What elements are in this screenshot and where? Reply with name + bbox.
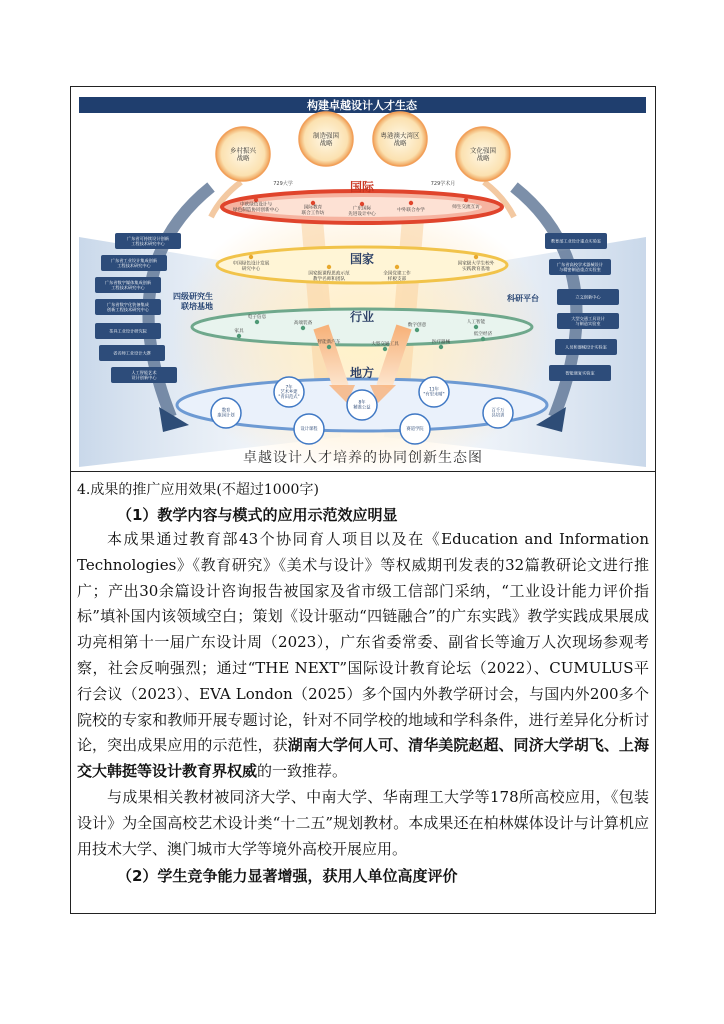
ring-node-dot xyxy=(395,265,399,269)
ring-node-dot xyxy=(474,255,478,259)
ring-label-local: 地方 xyxy=(349,366,375,380)
ring-node-dot xyxy=(409,201,413,205)
national-node-label: 中国绿色设计发展研究中心 xyxy=(232,261,270,272)
ring-node-dot xyxy=(464,198,468,202)
figure-cell xyxy=(71,87,655,472)
strategy-label: 乡村振兴战略 xyxy=(230,146,256,162)
local-node-label: 11年"有里未晴" xyxy=(423,387,445,398)
right-side-label: 科研平台 xyxy=(507,294,539,303)
paragraph-1-part-a: 本成果通过教育部43个协同育人项目以及在《Education and Information Technologies》《教育研究》《美术与设计》等权威期刊发表的32篇教研论文进行推广；产出30余篇设计咨询报告被国家及省市级工信部门采纳，“工业设计能力评价指标”填补国内该领域空白；策划《设计驱动“四链融合”的广东实践》教学实践成果展成功亮相第十一届广东设计周（2023），广东省委常委、副省长等逾万人次现场参观考察，社会反响强烈；通过“THE NEXT”国际设计教育论坛（2022）、CUMULUS平行会议（2023）、EVA London（2025）多个国内外教学研讨会，与国内外200多个院校的专家和教师开展专题讨论，针对不同学校的地域和学科条件，进行差异化分析讨论，突出成果应用的示范性，获 xyxy=(77,530,649,755)
ring-node-dot xyxy=(383,347,387,351)
national-node-label: 全国党建工作样板支部 xyxy=(383,271,411,282)
banner-title: 构建卓越设计人才生态 xyxy=(307,99,417,112)
local-node-label: 赛道学院 xyxy=(406,427,424,432)
local-node-label: 设计课程 xyxy=(300,427,318,432)
local-node-label: 教育康园计划 xyxy=(217,408,235,419)
ring-label-international: 国际 xyxy=(349,180,375,194)
ring-node-dot xyxy=(327,345,331,349)
document-table xyxy=(70,86,656,914)
platform-box-label: 人员和器械设计实验室 xyxy=(565,344,607,350)
intl-node-label: 国际教育联合工作坊 xyxy=(301,205,325,216)
strategy-label: 制造强国战略 xyxy=(313,131,339,147)
figure-caption: 卓越设计人才培养的协同创新生态图 xyxy=(243,450,483,466)
ring-node-dot xyxy=(301,326,305,330)
strategy-label: 文化强国战略 xyxy=(470,146,496,162)
industry-node-label: 大型交通工具 xyxy=(371,342,399,347)
local-node-label: 7年艺术乡建"青田范式" xyxy=(278,385,300,401)
national-node-label: 国家级课程思政示范教学名师和团队 xyxy=(308,271,350,282)
platform-box-label: 立文创新中心 xyxy=(575,294,601,300)
ring-node-dot xyxy=(327,265,331,269)
strategy-label: 粤港澳大湾区战略 xyxy=(380,131,420,147)
industry-node-label: 低空经济 xyxy=(473,332,493,337)
ring-node-dot xyxy=(415,328,419,332)
platform-box-label: 广东省工业设计集成创新工程技术研究中心 xyxy=(110,258,158,269)
section-heading: 4.成果的推广应用效果(不超过1000字) xyxy=(77,482,319,498)
platform-box-label: 大型交通工具设计与制造实验室 xyxy=(571,316,605,327)
top-note-left: 729大学 xyxy=(273,181,293,187)
platform-box-label: 广东省可持续设计创新工程技术研究中心 xyxy=(127,236,169,247)
platform-box-label: 人工智能艺术设计创新中心 xyxy=(131,370,157,381)
text-cell xyxy=(71,473,655,888)
paragraph-1-part-b: 的一致推荐。 xyxy=(257,762,348,781)
paragraph-2: 与成果相关教材被同济大学、中南大学、华南理工大学等178所高校应用，《包装设计》为全国高校艺术设计类“十二五”规划教材。本成果还在柏林媒体设计与计算机应用技术大学、澳门城市大学等境外高校开展应用。 xyxy=(77,787,649,858)
industry-node-label: 医疗器械 xyxy=(431,340,451,345)
industry-node-label: 数字创意 xyxy=(407,323,427,328)
ring-node-dot xyxy=(481,337,485,341)
platform-box-label: 广东省数字媒体集成创新工程技术研究中心 xyxy=(104,280,152,291)
platform-box-label: 教育部工业设计重点实验室 xyxy=(550,238,602,244)
ring-label-industry: 行业 xyxy=(349,310,375,324)
intl-node-label: 师生交流互访 xyxy=(452,205,480,210)
industry-node-label: 智能新汽车 xyxy=(317,340,341,345)
strategy-circles xyxy=(216,112,510,181)
intl-node-label: 中外联合办学 xyxy=(397,208,425,213)
ring-node-dot xyxy=(237,334,241,338)
subheading-1: （1）教学内容与模式的应用示范效应明显 xyxy=(117,506,398,524)
platform-box-label: 广东省数字化装备集成创新工程技术研究中心 xyxy=(107,302,149,313)
local-node-label: 8年精准公益 xyxy=(353,400,371,411)
ring-node-dot xyxy=(439,345,443,349)
industry-node-label: 电子信息 xyxy=(247,315,267,320)
intl-node-label: 广东国际先进设计中心 xyxy=(348,206,376,217)
industry-node-label: 人工智能 xyxy=(466,320,486,325)
ring-node-dot xyxy=(255,320,259,324)
ring-node-dot xyxy=(474,325,478,329)
platform-box-label: 省名师工业设计大赛 xyxy=(113,350,151,356)
industry-node-label: 家具 xyxy=(234,329,244,334)
paragraph-1-bold: 湖南大学何人可、清华美院赵超、同济大学胡飞、上海交大韩挺等设计教育界权威 xyxy=(77,736,649,781)
industry-node-label: 高端装备 xyxy=(293,321,313,326)
national-node-label: 国家级大学生校外实践教育基地 xyxy=(457,261,495,272)
paragraph-1 xyxy=(77,527,649,785)
platform-box-label: 智能康复实验室 xyxy=(565,370,595,376)
top-note-right: 729学术月 xyxy=(430,181,456,187)
ecosystem-diagram xyxy=(71,87,654,470)
platform-box-label: 茶具工业设计研究院 xyxy=(109,328,147,334)
subheading-2: （2）学生竞争能力显著增强，获用人单位高度评价 xyxy=(117,867,458,886)
ring-node-dot xyxy=(249,255,253,259)
local-node-label: 百千万县培训 xyxy=(491,408,505,419)
intl-node-label: 中欧绿色设计与绿色制造协同创新中心 xyxy=(233,202,279,213)
platform-box-label: 广东省高校学术器械设计与精密制造重点实验室 xyxy=(556,262,604,273)
ring-label-national: 国家 xyxy=(349,252,375,266)
left-side-label: 四级研究生联培基地 xyxy=(173,292,213,311)
